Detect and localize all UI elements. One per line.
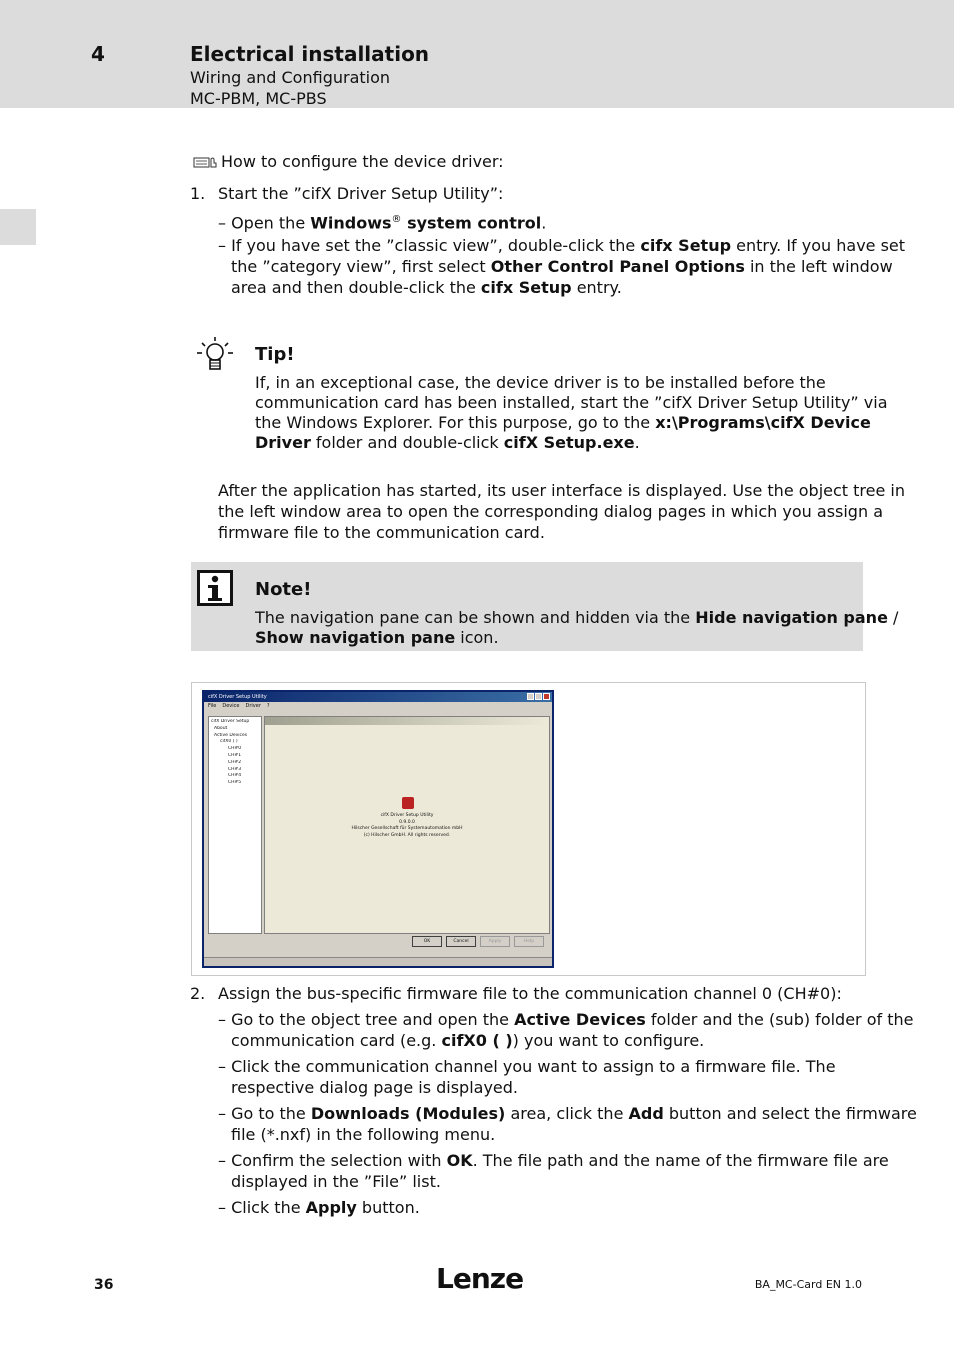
hilscher-logo-icon — [402, 797, 414, 809]
tip-line-1: If, in an exceptional case, the device driver is to be installed before the — [255, 373, 826, 392]
menu-file: File — [208, 703, 217, 709]
tree-root: cifX Driver Setup — [211, 719, 250, 724]
chapter-number: 4 — [91, 42, 105, 66]
menu-device: Device — [222, 703, 240, 709]
after-line-1: After the application has started, its user interface is displayed. Use the object tree in — [218, 481, 905, 500]
note-title: Note! — [255, 579, 312, 600]
side-chapter-tab — [0, 209, 36, 245]
step1-text: Start the ”cifX Driver Setup Utility”: — [218, 184, 504, 203]
note-line-2: Show navigation pane icon. — [255, 628, 499, 647]
step2-text: Assign the bus-specific firmware file to the communication channel 0 (CH#0): — [218, 984, 842, 1003]
keyboard-hand-icon — [193, 155, 217, 169]
menu-help: ? — [266, 703, 270, 709]
tree-ch1: CH#1 — [228, 752, 242, 758]
tree-ch3: CH#3 — [228, 766, 242, 772]
chapter-header — [0, 0, 954, 108]
help-button: Help — [514, 936, 544, 947]
tip-line-2: communication card has been installed, start the ”cifX Driver Setup Utility” via — [255, 393, 888, 412]
tree-ch4: CH#4 — [228, 773, 242, 779]
object-tree — [208, 716, 262, 934]
step2-bullet-3-line-2: file (*.nxf) in the following menu. — [231, 1125, 496, 1144]
tree-ch2: CH#2 — [228, 759, 242, 765]
window-title-bar — [204, 692, 552, 702]
pane-header-band — [265, 717, 549, 725]
minimize-icon — [527, 693, 534, 700]
step2-bullet-1-line-2: communication card (e.g. cifX0 ( )) you want to configure. — [231, 1031, 705, 1050]
step2-number: 2. — [190, 984, 206, 1003]
status-bar — [204, 957, 552, 966]
dialog-button-row — [412, 936, 544, 947]
close-icon — [543, 693, 550, 700]
screenshot-window — [202, 690, 554, 968]
lightbulb-icon — [196, 335, 236, 375]
step2-bullet-1: – Go to the object tree and open the Active Devices folder and the (sub) folder of the — [218, 1010, 914, 1029]
step1-number: 1. — [190, 184, 206, 203]
tree-about: About — [214, 725, 228, 731]
intro-line — [193, 151, 504, 172]
tree-ch5: CH#5 — [228, 780, 242, 786]
tree-cifx0: cifX0 ( ) — [220, 739, 238, 745]
step2-bullet-4-line-2: displayed in the ”File” list. — [231, 1172, 441, 1191]
apply-button: Apply — [480, 936, 510, 947]
step2-bullet-3: – Go to the Downloads (Modules) area, click the Add button and select the firmware — [218, 1104, 917, 1123]
maximize-icon — [535, 693, 542, 700]
chapter-title: Electrical installation — [190, 42, 430, 66]
tree-ch0: CH#0 — [228, 746, 242, 752]
step1-bullet-2-line-3: area and then double-click the cifx Setup entry. — [231, 278, 622, 297]
cancel-button: Cancel — [446, 936, 476, 947]
step2-bullet-2: – Click the communication channel you want to assign to a firmware file. The — [218, 1057, 836, 1076]
dialog-pane — [264, 716, 550, 934]
step1-bullet-1: – Open the Windows® system control. — [218, 213, 547, 233]
step2-bullet-5: – Click the Apply button. — [218, 1198, 420, 1217]
ok-button: OK — [412, 936, 442, 947]
lenze-logo: Lenze — [436, 1262, 524, 1295]
step2-bullet-2-line-2: respective dialog page is displayed. — [231, 1078, 519, 1097]
after-line-3: firmware file to the communication card. — [218, 523, 545, 542]
intro-text: How to configure the device driver: — [221, 152, 504, 171]
after-line-2: the left window area to open the corresponding dialog pages in which you assign a — [218, 502, 883, 521]
step1-bullet-2-line-2: the ”category view”, first select Other Control Panel Options in the left window — [231, 257, 893, 276]
note-line-1: The navigation pane can be shown and hidden via the Hide navigation pane / — [255, 608, 899, 627]
window-menubar — [204, 702, 552, 710]
document-id: BA_MC-Card EN 1.0 — [754, 1278, 862, 1291]
window-title: cifX Driver Setup Utility — [208, 694, 267, 700]
page-number: 36 — [94, 1277, 114, 1293]
tree-active-devices: Active Devices — [214, 732, 248, 738]
tip-line-4: Driver folder and double-click cifX Setup.exe. — [255, 433, 640, 452]
tip-line-3: the Windows Explorer. For this purpose, go to the x:\Programs\cifX Device — [255, 413, 871, 432]
info-icon — [197, 570, 233, 606]
tip-title: Tip! — [255, 344, 295, 365]
step1-bullet-2: – If you have set the ”classic view”, double-click the cifx Setup entry. If you have set — [218, 236, 906, 255]
pane-about-text: cifX Driver Setup Utility 0.9.0.0 Hilscher Gesellschaft für Systemautomation mbH (c) Hilscher GmbH. All rights reserved. — [351, 813, 463, 838]
section-subtitle: Wiring and Configuration — [190, 68, 391, 87]
step2-bullet-4: – Confirm the selection with OK. The file path and the name of the firmware file are — [218, 1151, 889, 1170]
menu-driver: Driver — [245, 703, 261, 709]
product-subtitle: MC-PBM, MC-PBS — [190, 89, 327, 108]
